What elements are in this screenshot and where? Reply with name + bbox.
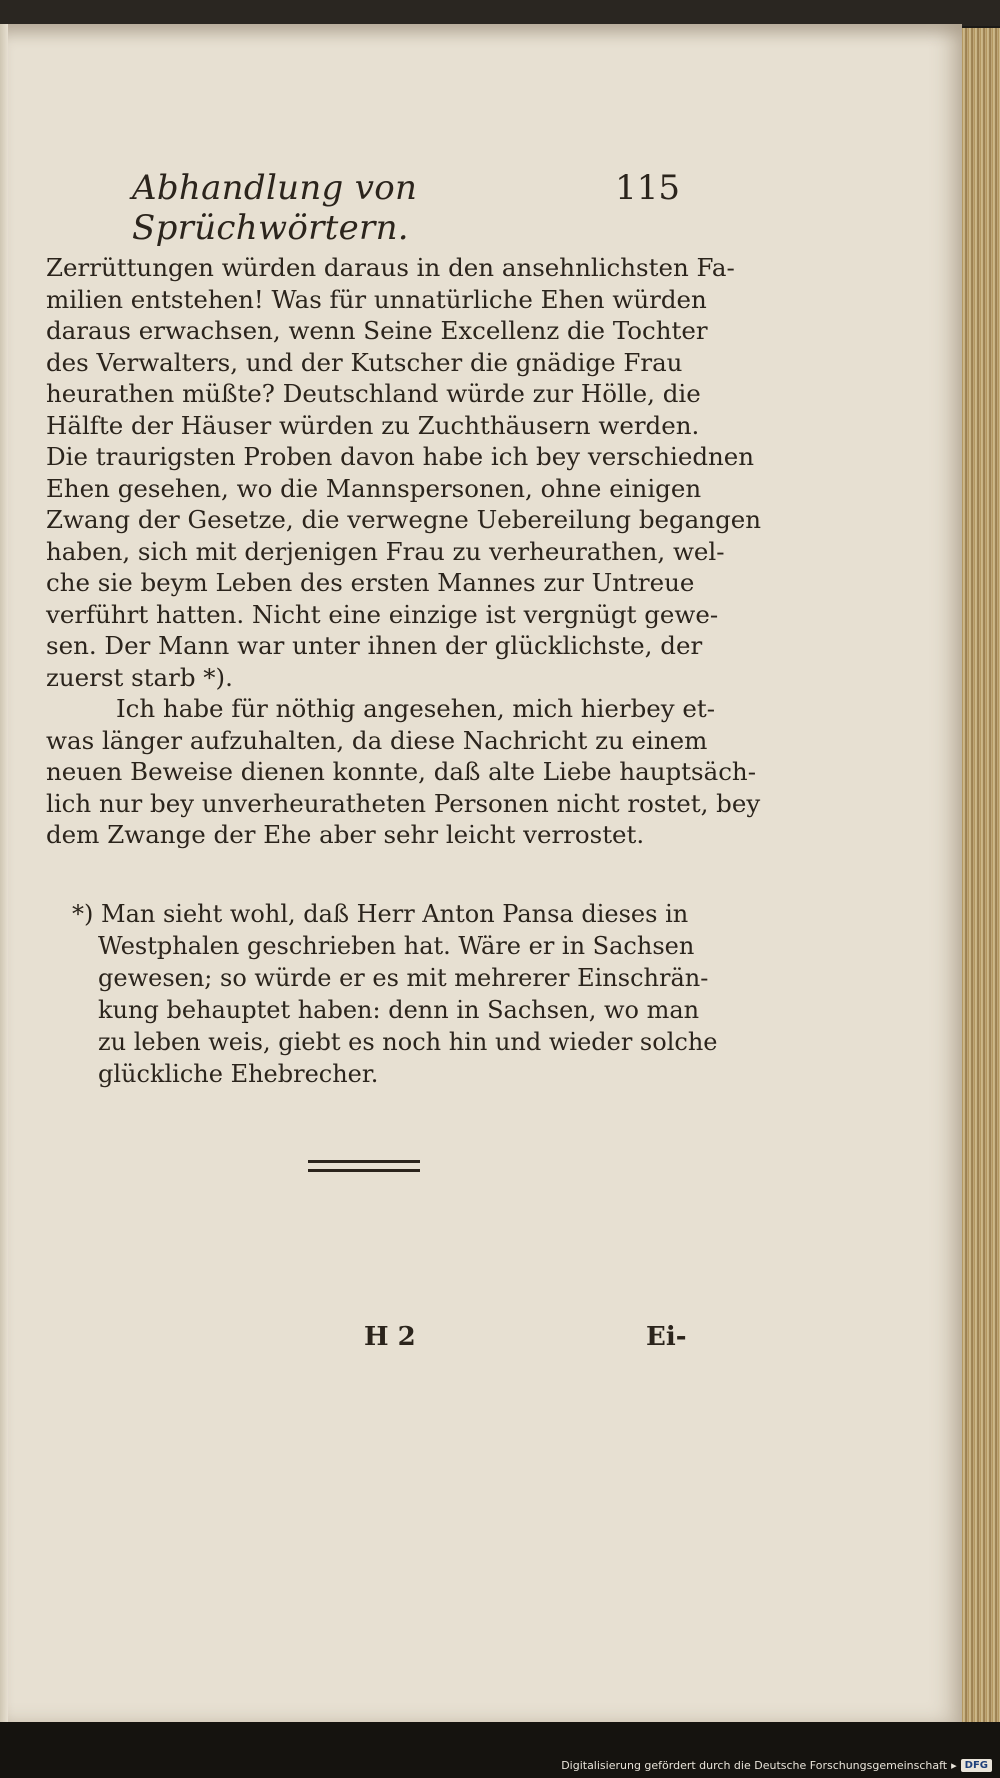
text-line: verführt hatten. Nicht eine einzige ist vergnügt gewe- — [46, 599, 719, 629]
running-title: Abhandlung von Sprüchwörtern. — [132, 168, 418, 248]
text-line: des Verwalters, und der Kutscher die gnädige Frau — [46, 347, 683, 377]
digitization-credit — [561, 1756, 992, 1774]
text-line: che sie beym Leben des ersten Mannes zur Untreue — [46, 568, 695, 597]
gutter-shadow — [0, 24, 8, 1722]
text-line: was länger aufzuhalten, da diese Nachricht zu einem — [46, 725, 708, 755]
text-line: daraus erwachsen, wenn Seine Excellenz die Tochter — [46, 316, 708, 345]
text-line: Zwang der Gesetze, die verwegne Uebereilung begangen — [46, 505, 762, 534]
top-border — [0, 0, 1000, 26]
footnote-line: zu leben weis, giebt es noch hin und wieder solche — [98, 1028, 718, 1056]
text-line: haben, sich mit derjenigen Frau zu verheurathen, wel- — [46, 536, 725, 566]
footnote-line: Westphalen geschrieben hat. Wäre er in Sachsen — [98, 932, 695, 960]
page-edges — [962, 28, 1000, 1728]
dfg-logo: DFG — [961, 1759, 992, 1772]
text-line: Ich habe für nöthig angesehen, mich hierbey et- — [116, 694, 716, 723]
page-header — [132, 168, 680, 248]
text-line: zuerst starb *). — [46, 662, 233, 692]
text-line: sen. Der Mann war unter ihnen der glücklichste, der — [46, 631, 703, 660]
text-line: milien entstehen! Was für unnatürliche Ehen würden — [46, 284, 707, 314]
footnote-line: kung behauptet haben: denn in Sachsen, wo man — [98, 996, 700, 1024]
text-line: neuen Beweise dienen konnte, daß alte Liebe hauptsäch- — [46, 757, 756, 786]
text-line: Zerrüttungen würden daraus in den ansehnlichsten Fa- — [46, 253, 735, 282]
text-line: Ehen gesehen, wo die Mannspersonen, ohne einigen — [46, 473, 702, 503]
arrow-icon: ▸ — [951, 1758, 957, 1772]
footnote-line: gewesen; so würde er es mit mehrerer Einschrän- — [98, 964, 709, 992]
text-line: Hälfte der Häuser würden zu Zuchthäusern werden. — [46, 410, 700, 440]
text-line: heurathen müßte? Deutschland würde zur Hölle, die — [46, 379, 701, 408]
double-rule-divider — [308, 1160, 420, 1172]
credit-text: Digitalisierung gefördert durch die Deutsche Forschungsgemeinschaft — [561, 1758, 948, 1772]
signature-mark: H 2 — [364, 1322, 416, 1352]
text-line: lich nur bey unverheuratheten Personen nicht rostet, bey — [46, 788, 761, 818]
catchword: Ei- — [646, 1322, 687, 1352]
text-line: dem Zwange der Ehe aber sehr leicht verrostet. — [46, 820, 645, 849]
footnote-line: glückliche Ehebrecher. — [98, 1060, 379, 1088]
body-text — [46, 252, 762, 851]
text-line: Die traurigsten Proben davon habe ich bey verschiednen — [46, 442, 755, 471]
page-number: 115 — [615, 168, 680, 208]
footnote-line: *) Man sieht wohl, daß Herr Anton Pansa dieses in — [72, 900, 689, 928]
footnote — [72, 898, 718, 1090]
